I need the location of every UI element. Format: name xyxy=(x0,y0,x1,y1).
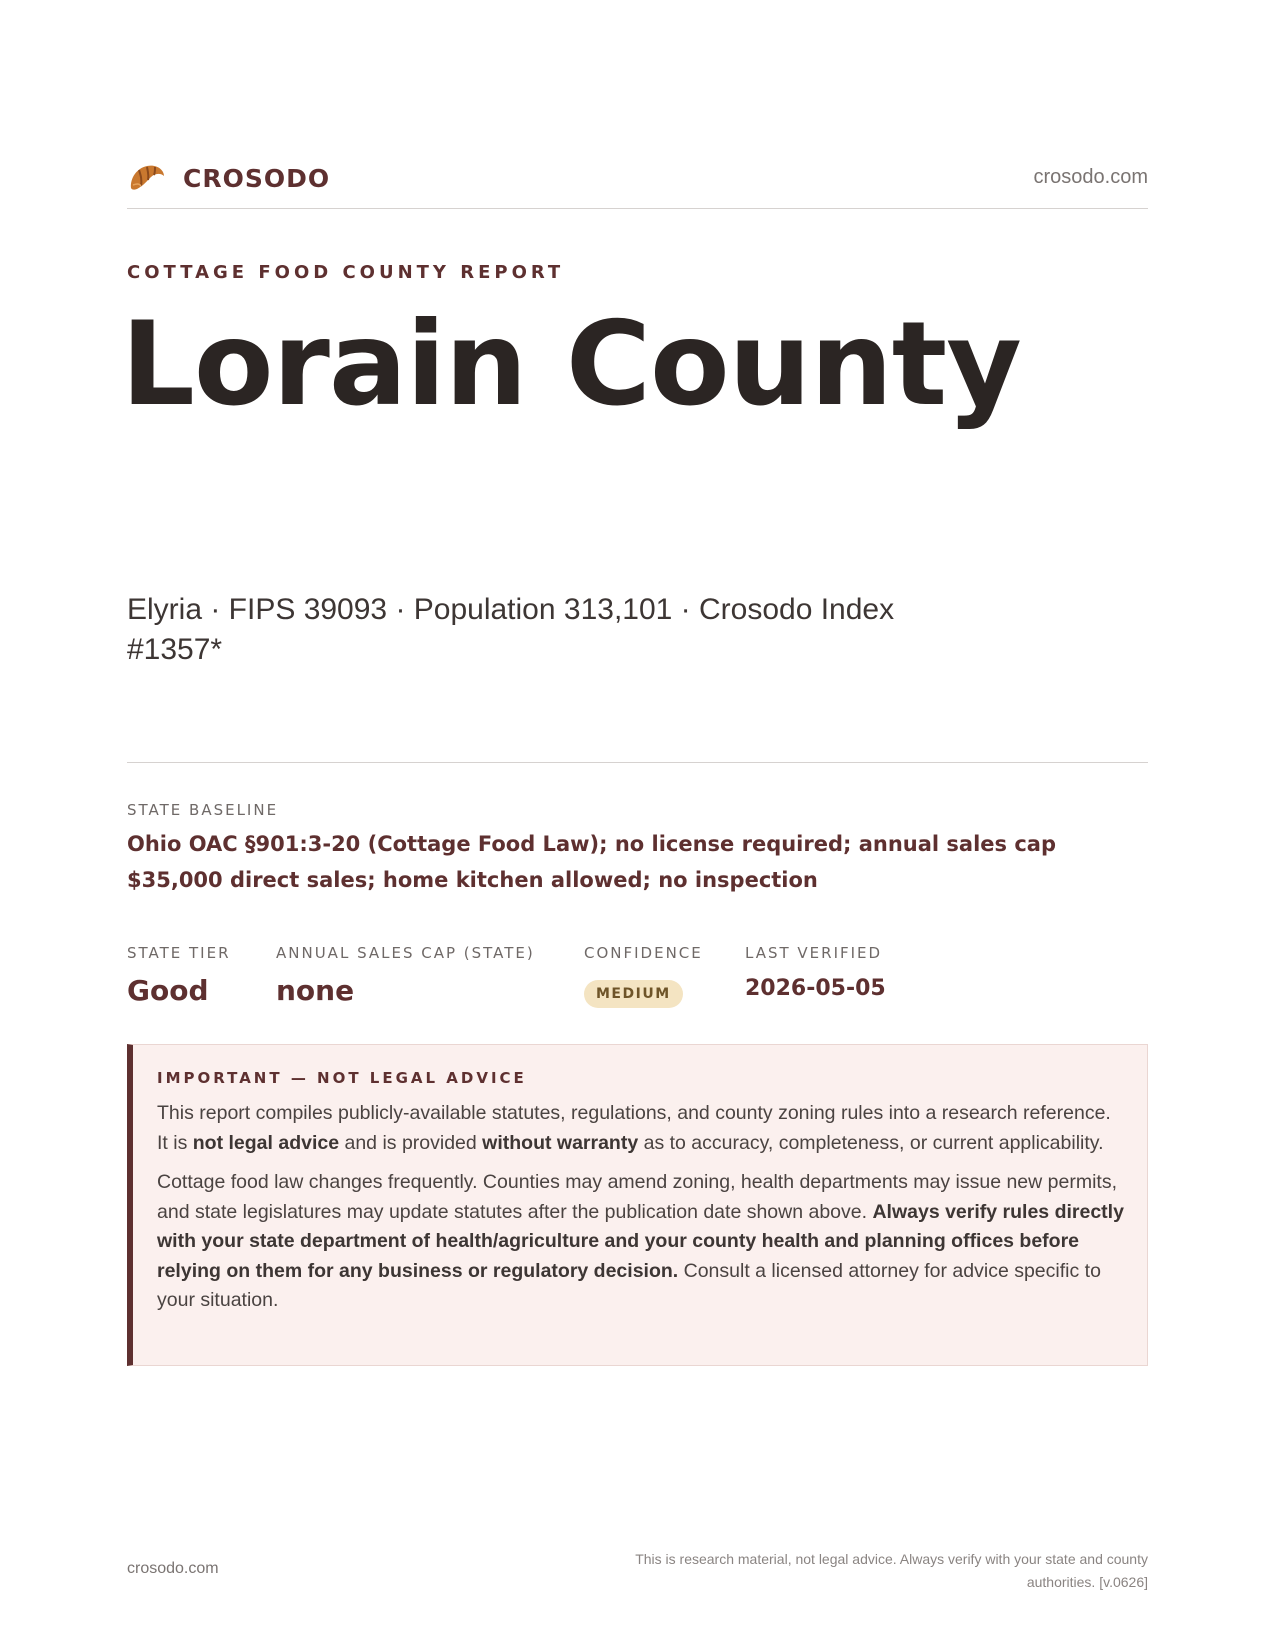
confidence-badge: MEDIUM xyxy=(584,980,683,1008)
legal-disclaimer-box xyxy=(127,1044,1148,1366)
section-divider xyxy=(127,762,1148,763)
disclaimer-emphasis: without warranty xyxy=(482,1131,639,1154)
disclaimer-text: This report compiles publicly-available statutes, regulations, and county zoning rules into a research reference. It is xyxy=(157,1102,1111,1154)
sales-cap-value: none xyxy=(276,974,355,1007)
footer-site-url[interactable]: crosodo.com xyxy=(127,1560,219,1577)
disclaimer-body xyxy=(157,1099,1127,1326)
footer-disclaimer: This is research material, not legal advice. Always verify with your state and county authorities. [v.0626] xyxy=(635,1551,1148,1590)
croissant-icon xyxy=(127,158,167,198)
disclaimer-paragraph-1 xyxy=(157,1099,1127,1158)
disclaimer-text: as to accuracy, completeness, or current applicability. xyxy=(638,1131,1104,1154)
state-baseline-text: Ohio OAC §901:3-20 (Cottage Food Law); no license required; annual sales cap $35,000 direct sales; home kitchen allowed; no inspection xyxy=(127,832,1056,892)
state-tier-value: Good xyxy=(127,974,209,1007)
disclaimer-text: Consult a licensed attorney for advice specific to your situation. xyxy=(157,1259,1101,1311)
state-tier-metric xyxy=(127,944,231,1007)
confidence-metric xyxy=(584,944,703,1008)
disclaimer-emphasis: Always verify rules directly with your state department of health/agriculture and your county health and planning offices before relying on them for any business or regulatory decision. xyxy=(157,1200,1124,1282)
confidence-label: CONFIDENCE xyxy=(584,944,703,962)
state-tier-label: STATE TIER xyxy=(127,944,231,962)
report-type-label: COTTAGE FOOD COUNTY REPORT xyxy=(127,262,565,283)
brand-logo xyxy=(127,158,330,198)
disclaimer-text: and is provided xyxy=(339,1131,483,1154)
last-verified-value: 2026-05-05 xyxy=(745,976,886,1001)
last-verified-label: LAST VERIFIED xyxy=(745,944,883,962)
site-url[interactable]: crosodo.com xyxy=(1033,166,1148,188)
brand-name: CROSODO xyxy=(183,163,331,193)
state-baseline-label: STATE BASELINE xyxy=(127,801,279,819)
page-title: Lorain County xyxy=(121,297,1021,432)
disclaimer-paragraph-2 xyxy=(157,1168,1127,1316)
county-summary: Elyria · FIPS 39093 · Population 313,101 · Crosodo Index #1357* xyxy=(127,593,895,666)
sales-cap-metric xyxy=(276,944,535,1007)
report-page xyxy=(121,0,1148,1650)
page-header xyxy=(127,158,1148,209)
disclaimer-title: IMPORTANT — NOT LEGAL ADVICE xyxy=(157,1069,527,1087)
last-verified-metric xyxy=(745,944,886,1001)
disclaimer-emphasis: not legal advice xyxy=(192,1131,340,1154)
sales-cap-label: ANNUAL SALES CAP (STATE) xyxy=(276,944,535,962)
disclaimer-text: Cottage food law changes frequently. Counties may amend zoning, health departments may issue new permits, and state legislatures may update statutes after the publication date shown above. xyxy=(157,1171,1117,1223)
